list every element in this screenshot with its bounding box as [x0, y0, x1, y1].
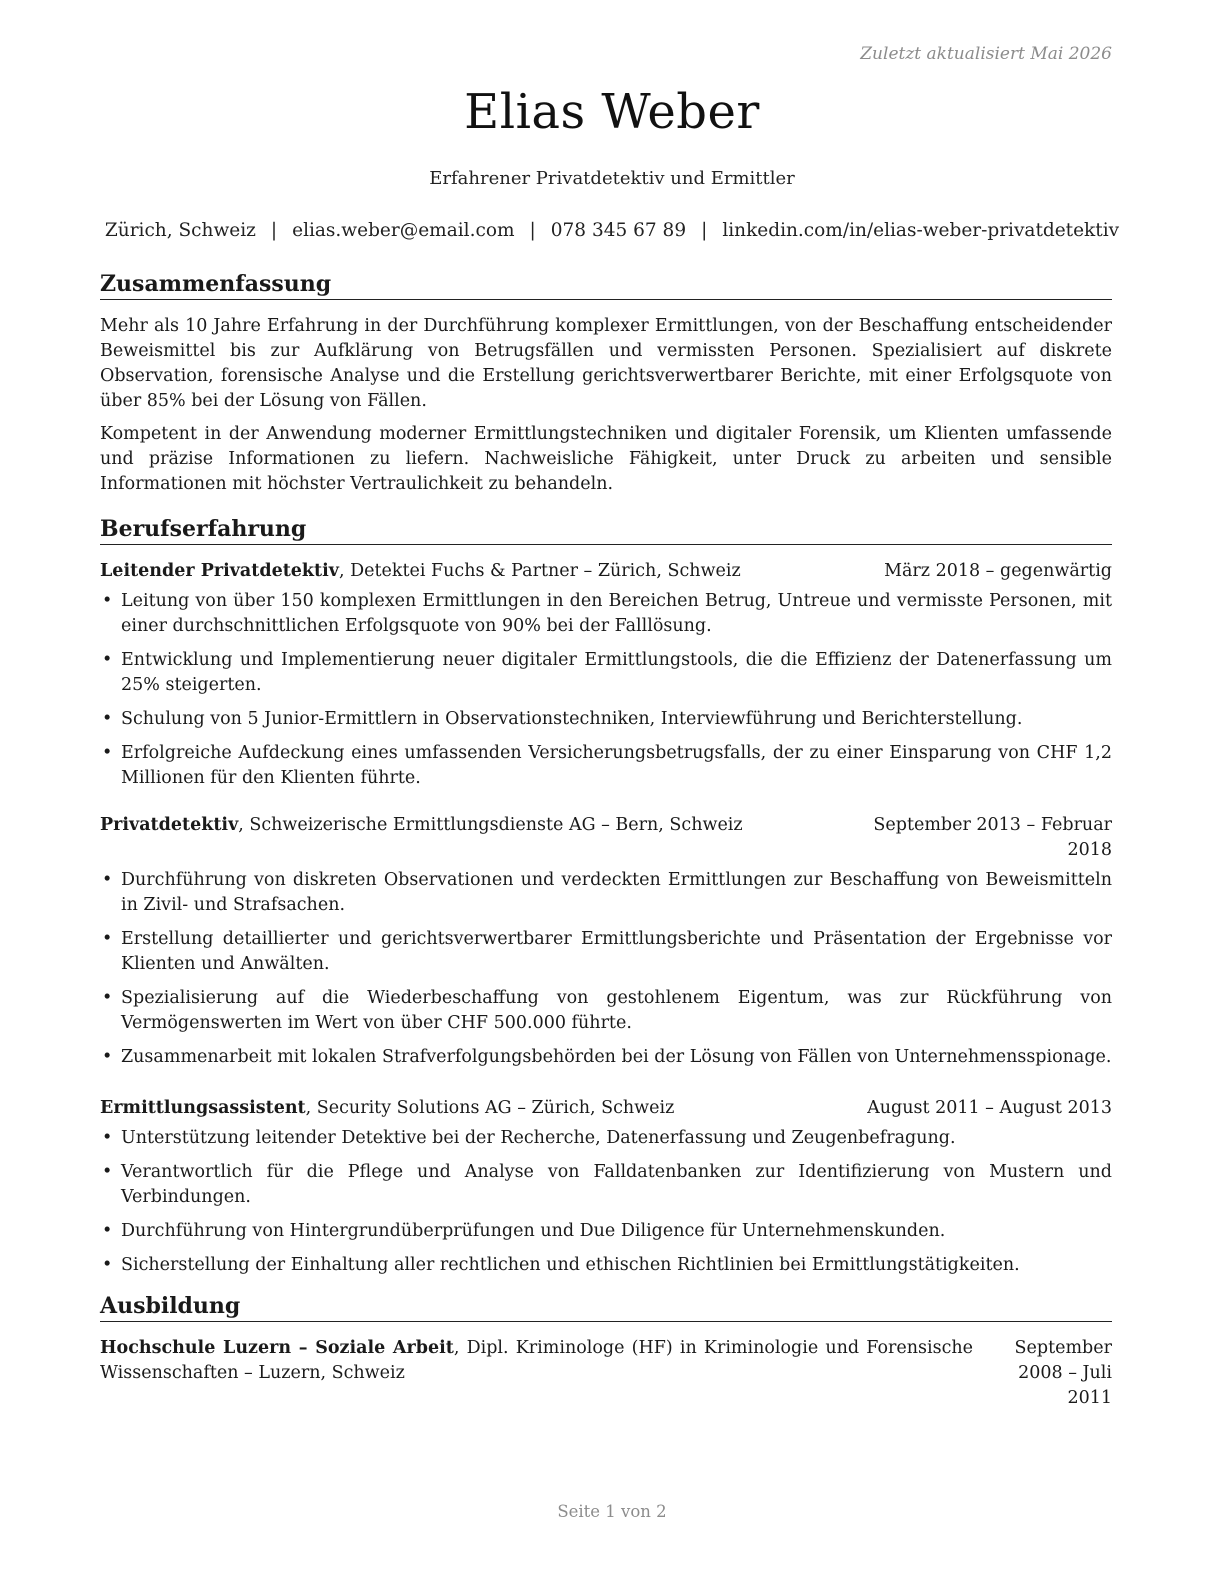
list-item [100, 1253, 1112, 1278]
list-item [100, 1045, 1112, 1070]
bullet-icon: • [102, 591, 113, 611]
bullet-text: Erfolgreiche Aufdeckung eines umfassenden Versicherungsbetrugsfalls, der zu einer Einsparung von CHF 1,2 Millionen für den Klienten führte. [121, 743, 1112, 788]
job-bullet-list [100, 1126, 1112, 1278]
bullet-text: Entwicklung und Implementierung neuer digitaler Ermittlungstools, die die Effizienz der Datenerfassung um 25% steigerten. [121, 650, 1112, 695]
list-item [100, 1219, 1112, 1244]
bullet-icon: • [102, 929, 113, 949]
job-dates: September 2013 – Februar 2018 [873, 815, 1112, 860]
contact-linkedin-link[interactable]: linkedin.com/in/elias-weber-privatdetektiv [722, 220, 1120, 241]
summary-paragraph: Mehr als 10 Jahre Erfahrung in der Durchführung komplexer Ermittlungen, von der Beschaffung entscheidender Beweismittel bis zur Aufklärung von Betrugsfällen und vermissten Personen. Spezialisiert auf diskrete Observation, forensische Analyse und die Erstellung gerichtsverwertbarer Berichte, mit einer Erfolgsquote von über 85% bei der Lösung von Fällen. [100, 316, 1112, 411]
list-item [100, 741, 1112, 791]
bullet-icon: • [102, 709, 113, 729]
bullet-text: Leitung von über 150 komplexen Ermittlungen in den Bereichen Betrug, Untreue und vermisste Personen, mit einer durchschnittlichen Erfolgsquote von 90% bei der Falllösung. [121, 591, 1112, 636]
contact-location: Zürich, Schweiz [104, 220, 256, 241]
bullet-icon: • [102, 1128, 113, 1148]
list-item [100, 868, 1112, 918]
list-item [100, 648, 1112, 698]
bullet-text: Sicherstellung der Einhaltung aller rechtlichen und ethischen Richtlinien bei Ermittlungstätigkeiten. [121, 1255, 1020, 1275]
bullet-icon: • [102, 1221, 113, 1241]
job-bullet-list [100, 589, 1112, 791]
job-bullet-list [100, 868, 1112, 1070]
list-item [100, 986, 1112, 1036]
education-degree: , Dipl. Kriminologe (HF) in Kriminologie und Forensische Wissenschaften – Luzern, Schweiz [100, 1338, 973, 1383]
bullet-text: Unterstützung leitender Detektive bei der Recherche, Datenerfassung und Zeugenbefragung. [121, 1128, 956, 1148]
education-dates: September 2008 – Juli 2011 [1014, 1338, 1112, 1408]
bullet-text: Erstellung detaillierter und gerichtsverwertbarer Ermittlungsberichte und Präsentation der Ergebnisse vor Klienten und Anwälten. [121, 929, 1112, 974]
job-organization: , Detektei Fuchs & Partner – Zürich, Schweiz [338, 561, 741, 581]
list-item [100, 1160, 1112, 1210]
job-title-line [100, 1096, 867, 1121]
contact-separator: | [529, 220, 536, 241]
section-heading-experience: Berufserfahrung [100, 515, 1112, 545]
bullet-icon: • [102, 650, 113, 670]
education-institution: Hochschule Luzern – Soziale Arbeit [100, 1338, 454, 1358]
section-heading-education: Ausbildung [100, 1292, 1112, 1322]
job-organization: , Schweizerische Ermittlungsdienste AG – Bern, Schweiz [238, 815, 743, 835]
job-role: Ermittlungsassistent [100, 1098, 306, 1118]
bullet-text: Zusammenarbeit mit lokalen Strafverfolgungsbehörden bei der Lösung von Fällen von Unternehmensspionage. [121, 1047, 1112, 1067]
job-role: Leitender Privatdetektiv [100, 561, 339, 581]
education-section [100, 1292, 1112, 1411]
job-header [100, 1096, 1112, 1121]
bullet-icon: • [102, 870, 113, 890]
bullet-icon: • [102, 1255, 113, 1275]
summary-section [100, 270, 1112, 497]
bullet-icon: • [102, 1162, 113, 1182]
candidate-name: Elias Weber [464, 84, 760, 140]
resume-body [100, 270, 1112, 1411]
job-role: Privatdetektiv [100, 815, 239, 835]
contact-line [0, 220, 1224, 241]
job-entry [100, 813, 1112, 1070]
contact-phone: 078 345 67 89 [550, 220, 687, 241]
list-item [100, 589, 1112, 639]
candidate-headline: Erfahrener Privatdetektiv und Ermittler [429, 168, 795, 189]
job-organization: , Security Solutions AG – Zürich, Schweiz [305, 1098, 675, 1118]
section-heading-summary: Zusammenfassung [100, 270, 1112, 300]
job-header [100, 813, 1112, 863]
contact-email-link[interactable]: elias.weber@email.com [292, 220, 515, 241]
list-item [100, 707, 1112, 732]
last-updated: Zuletzt aktualisiert Mai 2026 [860, 44, 1112, 64]
summary-paragraph: Kompetent in der Anwendung moderner Ermittlungstechniken und digitaler Forensik, um Klienten umfassende und präzise Informationen zu liefern. Nachweisliche Fähigkeit, unter Druck zu arbeiten und sensible Informationen mit höchster Vertraulichkeit zu behandeln. [100, 424, 1112, 494]
bullet-icon: • [102, 988, 113, 1008]
bullet-icon: • [102, 1047, 113, 1067]
job-dates: August 2011 – August 2013 [867, 1098, 1112, 1118]
job-dates: März 2018 – gegenwärtig [884, 561, 1112, 581]
list-item [100, 1126, 1112, 1151]
job-title-line [100, 559, 884, 584]
job-entry [100, 559, 1112, 791]
contact-separator: | [270, 220, 278, 241]
bullet-text: Durchführung von diskreten Observationen und verdeckten Ermittlungen zur Beschaffung von Beweismitteln in Zivil- und Strafsachen. [121, 870, 1112, 915]
education-title-line [100, 1336, 987, 1386]
bullet-text: Schulung von 5 Junior-Ermittlern in Observationstechniken, Interviewführung und Berichterstellung. [121, 709, 1023, 729]
job-title-line [100, 813, 872, 838]
education-entry [100, 1336, 1112, 1411]
list-item [100, 927, 1112, 977]
bullet-text: Durchführung von Hintergrundüberprüfungen und Due Diligence für Unternehmenskunden. [121, 1221, 946, 1241]
bullet-text: Spezialisierung auf die Wiederbeschaffung von gestohlenem Eigentum, was zur Rückführung von Vermögenswerten im Wert von über CHF 500.000 führte. [121, 988, 1112, 1033]
bullet-text: Verantwortlich für die Pflege und Analyse von Falldatenbanken zur Identifizierung von Mustern und Verbindungen. [121, 1162, 1112, 1207]
job-header [100, 559, 1112, 584]
bullet-icon: • [102, 743, 113, 763]
contact-separator: | [701, 220, 708, 241]
experience-section [100, 515, 1112, 1278]
page-number: Seite 1 von 2 [557, 1502, 667, 1521]
job-entry [100, 1096, 1112, 1278]
